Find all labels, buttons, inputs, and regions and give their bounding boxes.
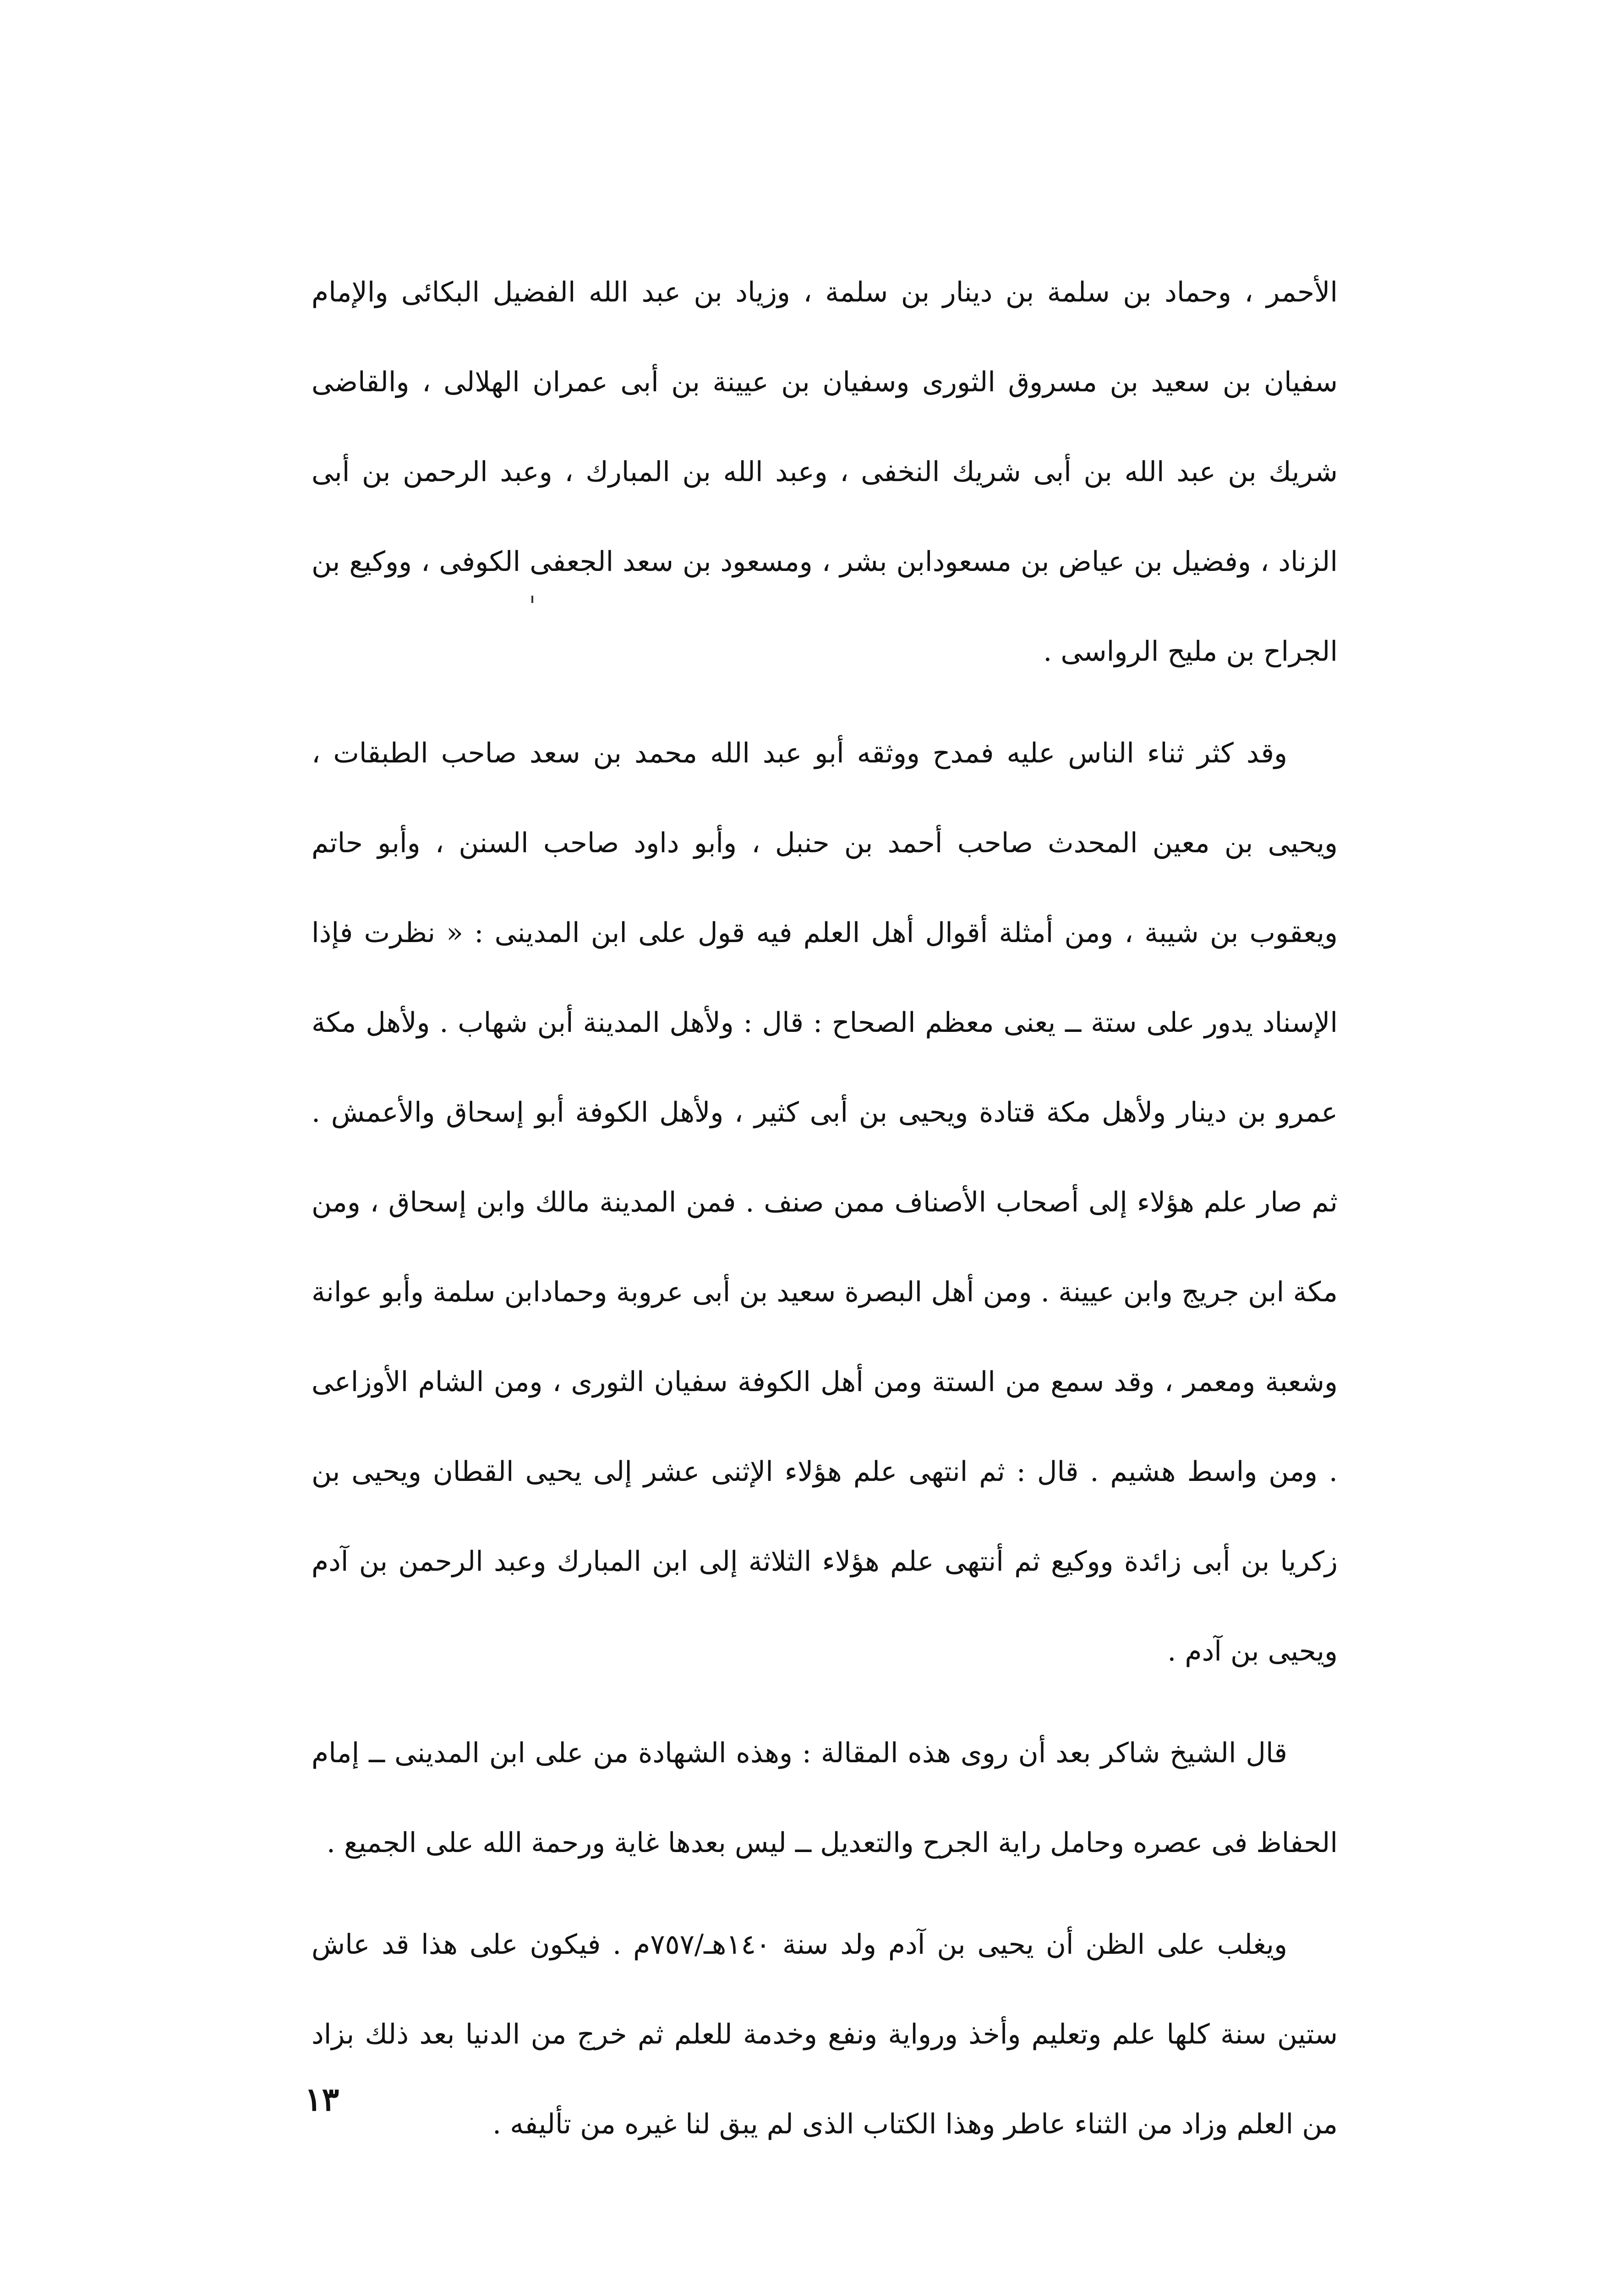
body-text	[312, 247, 1338, 2169]
paragraph-3: قال الشيخ شاكر بعد أن روى هذه المقالة : وهذه الشهادة من على ابن المدينى ــ إمام الحفاظ فى عصره وحامل راية الجرح والتعديل ــ ليس بعدها غاية ورحمة الله على الجميع .	[312, 1737, 1338, 1859]
paragraph-1: الأحمر ، وحماد بن سلمة بن دينار بن سلمة ، وزياد بن عبد الله الفضيل البكائى والإمام سفيان بن سعيد بن مسروق الثورى وسفيان بن عيينة بن أبى عمران الهلالى ، والقاضى شريك بن عبد الله بن أبى شريك النخفى ، وعبد الله بن المبارك ، وعبد الرحمن بن أبى الزناد ، وفضيل بن عياض بن مسعودابن بشر ، ومسعود بن سعد الجعفى الكوفى ، ووكيع بن الجراح بن مليح الرواسى .	[312, 276, 1338, 668]
paragraph-2: وقد كثر ثناء الناس عليه فمدح ووثقه أبو عبد الله محمد بن سعد صاحب الطبقات ، ويحيى بن معين المحدث صاحب أحمد بن حنبل ، وأبو داود صاحب السنن ، وأبو حاتم ويعقوب بن شيبة ، ومن أمثلة أقوال أهل العلم فيه قول على ابن المدينى : « نظرت فإذا الإسناد يدور على ستة ــ يعنى معظم الصحاح : قال : ولأهل المدينة أبن شهاب . ولأهل مكة عمرو بن دينار ولأهل مكة قتادة ويحيى بن أبى كثير ، ولأهل الكوفة أبو إسحاق والأعمش . ثم صار علم هؤلاء إلى أصحاب الأصناف ممن صنف . فمن المدينة مالك وابن إسحاق ، ومن مكة ابن جريج وابن عيينة . ومن أهل البصرة سعيد بن أبى عروبة وحمادابن سلمة وأبو عوانة وشعبة ومعمر ، وقد سمع من الستة ومن أهل الكوفة سفيان الثورى ، ومن الشام الأوزاعى . ومن واسط هشيم . قال : ثم انتهى علم هؤلاء الإثنى عشر إلى يحيى القطان ويحيى بن زكريا بن أبى زائدة ووكيع ثم أنتهى علم هؤلاء الثلاثة إلى ابن المبارك وعبد الرحمن بن آدم ويحيى بن آدم .	[312, 737, 1338, 1667]
ink-speck	[531, 596, 533, 603]
page-number: ١٣	[305, 2080, 339, 2118]
paragraph-4: ويغلب على الظن أن يحيى بن آدم ولد سنة ١٤٠هـ/٧٥٧م . فيكون على هذا قد عاش ستين سنة كلها علم وتعليم وأخذ ورواية ونفع وخدمة للعلم ثم خرج من الدنيا بعد ذلك بزاد من العلم وزاد من الثناء عاطر وهذا الكتاب الذى لم يبق لنا غيره من تأليفه .	[312, 1929, 1338, 2140]
